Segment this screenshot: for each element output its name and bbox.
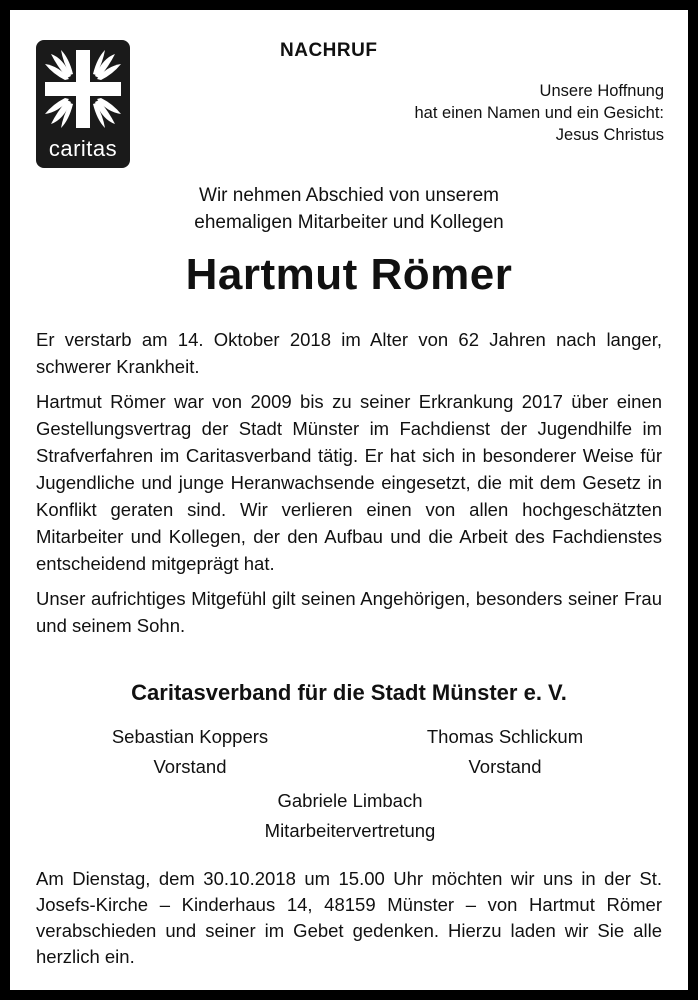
signatory-role: Vorstand — [468, 756, 542, 777]
signatory — [380, 722, 630, 782]
caritas-flame-cross-icon — [41, 46, 125, 132]
obituary-body — [36, 326, 662, 647]
paragraph: Er verstarb am 14. Oktober 2018 im Alter von 62 Jahren nach langer, schwerer Krankheit. — [36, 329, 662, 377]
organization-name: Caritasverband für die Stadt Münster e. V. — [131, 680, 567, 705]
deceased-name: Hartmut Römer — [185, 250, 513, 299]
intro-line: ehemaligen Mitarbeiter und Kollegen — [194, 212, 504, 233]
signatory-name: Thomas Schlickum — [426, 726, 584, 747]
motto-line: Jesus Christus — [555, 126, 664, 144]
paragraph: Hartmut Römer war von 2009 bis zu seiner Erkrankung 2017 über einen Gestellungsvertrag der Stadt Münster im Fachdienst der Jugendhilfe im Strafverfahren im Caritasverband tätig. Er hat sich in besonderer Weise für Jugendliche und junge Heranwachsende eingesetzt, die mit dem Gesetz in Konflikt geraten sind. Wir verlieren einen von allen hochgeschätzten Mitarbeiter und Kollegen, der den Aufbau und die Arbeit des Fachdienstes entscheidend mitgeprägt hat. — [36, 391, 662, 574]
paragraph: Unser aufrichtiges Mitgefühl gilt seinen Angehörigen, besonders seiner Frau und seinem Sohn. — [36, 588, 662, 636]
logo-text: caritas — [48, 136, 118, 161]
signatory-role: Vorstand — [153, 756, 227, 777]
obituary-notice — [10, 10, 688, 990]
signatory-role: Mitarbeitervertretung — [264, 820, 436, 841]
motto-line: Unsere Hoffnung — [539, 82, 664, 100]
signatory — [70, 722, 310, 782]
intro-line: Wir nehmen Abschied von unserem — [199, 185, 499, 206]
motto — [415, 80, 665, 146]
signatory — [210, 786, 490, 846]
caritas-logo — [36, 40, 130, 168]
page-title: NACHRUF — [280, 40, 378, 61]
motto-line: hat einen Namen und ein Gesicht: — [414, 104, 664, 122]
funeral-announcement: Am Dienstag, dem 30.10.2018 um 15.00 Uhr möchten wir uns in der St. Josefs-Kirche – Kinderhaus 14, 48159 Münster – von Hartmut Römer verabschieden und seiner im Gebet gedenken. Hierzu laden wir Sie alle herzlich ein. — [36, 868, 662, 967]
intro — [10, 182, 688, 236]
signatory-name: Gabriele Limbach — [277, 790, 423, 811]
signatory-name: Sebastian Koppers — [111, 726, 269, 747]
